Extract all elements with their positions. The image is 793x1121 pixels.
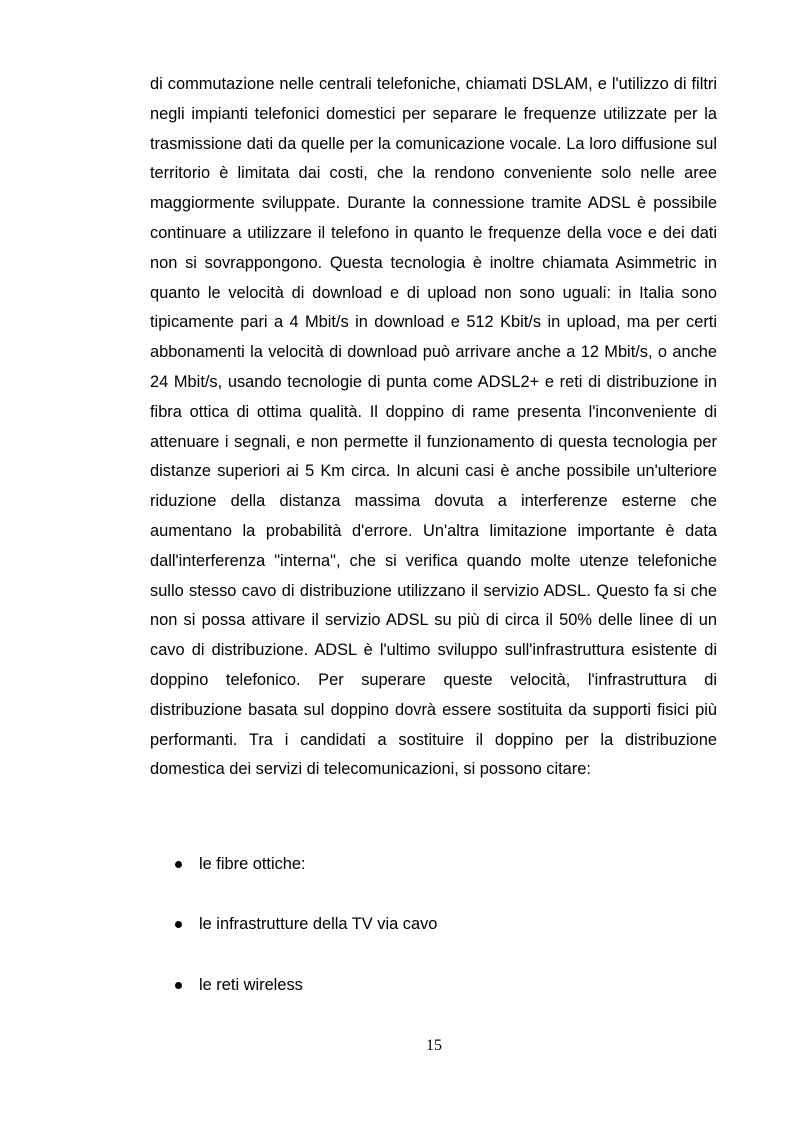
list-item [150, 910, 717, 940]
bullet-icon [175, 861, 182, 868]
list-item-text: le infrastrutture della TV via cavo [199, 915, 438, 934]
bullet-icon [175, 921, 182, 928]
bullet-list [150, 850, 717, 1031]
list-item-text: le reti wireless [199, 975, 303, 994]
list-item [150, 850, 717, 880]
list-item-text: le fibre ottiche: [199, 855, 306, 873]
bullet-icon [175, 982, 182, 989]
body-paragraph: di commutazione nelle centrali telefoniche, chiamati DSLAM, e l'utilizzo di filtri negli impianti telefonici domestici per separare le frequenze utilizzate per la trasmissione dati da quelle per la comunicazione vocale. La loro diffusione sul territorio è limitata dai costi, che la rendono conveniente solo nelle aree maggiormente sviluppate. Durante la connessione tramite ADSL è possibile continuare a utilizzare il telefono in quanto le frequenze della voce e dei dati non si sovrappongono. Questa tecnologia è inoltre chiamata Asimmetric in quanto le velocità di download e di upload non sono uguali: in Italia sono tipicamente pari a 4 Mbit/s in download e 512 Kbit/s in upload, ma per certi abbonamenti la velocità di download può arrivare anche a 12 Mbit/s, o anche 24 Mbit/s, usando tecnologie di punta come ADSL2+ e reti di distribuzione in fibra ottica di ottima qualità. Il doppino di rame presenta l'inconveniente di attenuare i segnali, e non permette il funzionamento di questa tecnologia per distanze superiori ai 5 Km circa. In alcuni casi è anche possibile un'ulteriore riduzione della distanza massima dovuta a interferenze esterne che aumentano la probabilità d'errore. Un'altra limitazione importante è data dall'interferenza "interna", che si verifica quando molte utenze telefoniche sullo stesso cavo di distribuzione utilizzano il servizio ADSL. Questo fa si che non si possa attivare il servizio ADSL su più di circa il 50% delle linee di un cavo di distribuzione. ADSL è l'ultimo sviluppo sull'infrastruttura esistente di doppino telefonico. Per superare queste velocità, l'infrastruttura di distribuzione basata sul doppino dovrà essere sostituita da supporti fisici più performanti. Tra i candidati a sostituire il doppino per la distribuzione domestica dei servizi di telecomunicazioni, si possono citare: [150, 75, 717, 779]
page-number: 15 [426, 1037, 442, 1054]
list-item [150, 971, 717, 1001]
